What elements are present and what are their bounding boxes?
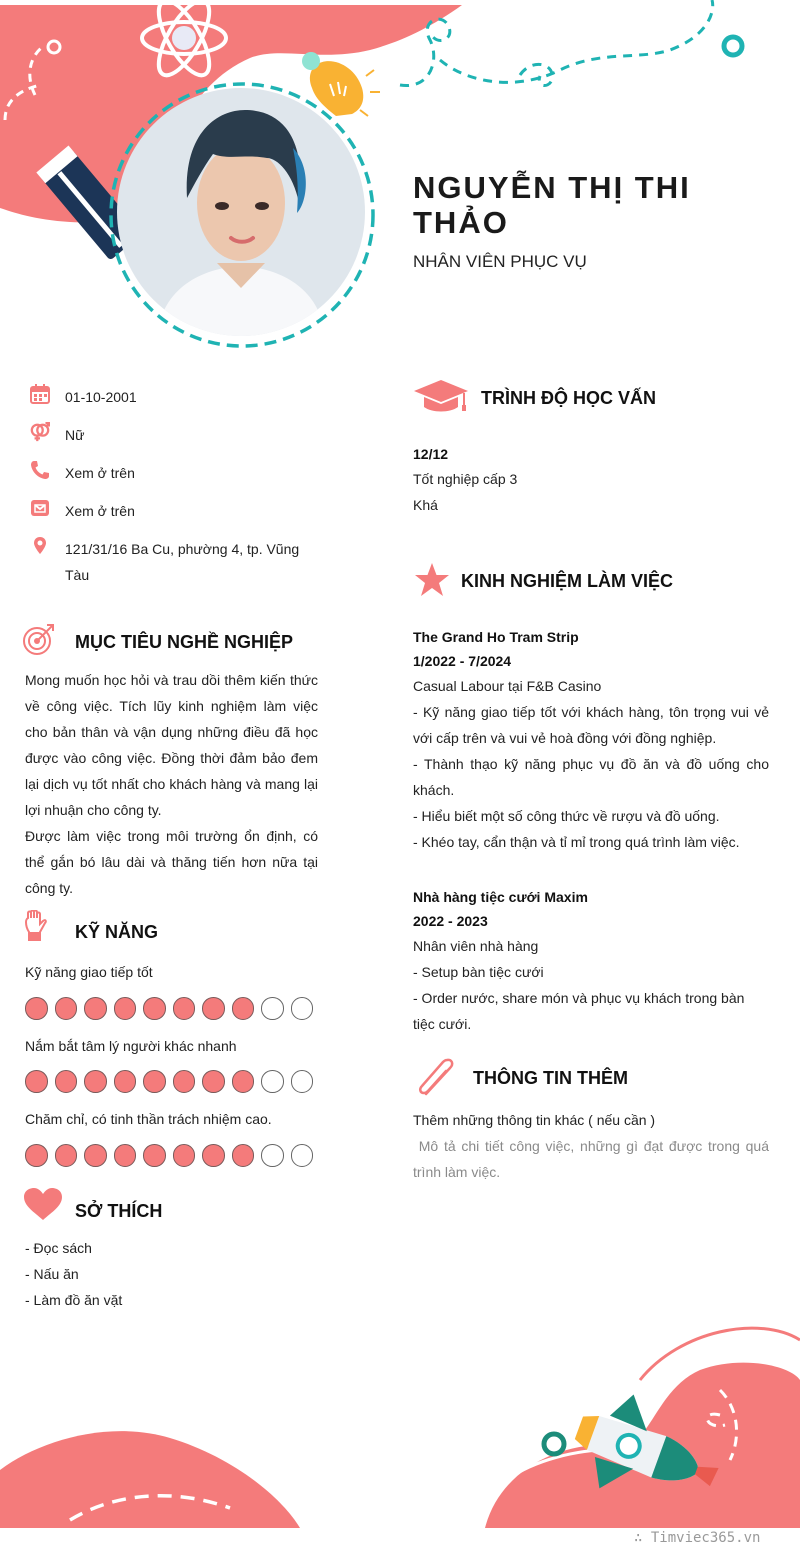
rating-dot-filled <box>143 997 166 1020</box>
location-pin-icon <box>30 536 50 556</box>
teal-ring <box>724 37 742 55</box>
rating-dot-empty <box>291 1144 314 1167</box>
coral-blob-bottom-left <box>0 1431 300 1528</box>
rating-dot-filled <box>232 997 255 1020</box>
additional-line-2: Mô tả chi tiết công việc, những gì đạt được trong quá trình làm việc. <box>413 1138 773 1180</box>
rating-dot-filled <box>173 1144 196 1167</box>
job-duty: - Khéo tay, cẩn thận và tỉ mỉ trong quá trình làm việc. <box>413 834 740 850</box>
education-grade: 12/12 <box>413 446 449 462</box>
experience-title: KINH NGHIỆM LÀM VIỆC <box>461 571 674 591</box>
heart-icon <box>24 1188 62 1220</box>
rating-dot-empty <box>291 997 314 1020</box>
rating-dot-filled <box>232 1070 255 1093</box>
graduation-cap-icon <box>414 380 470 414</box>
profile-photo <box>117 88 365 336</box>
rating-dot-filled <box>25 1070 48 1093</box>
job-period: 2022 - 2023 <box>413 913 488 929</box>
skill-rating <box>25 1070 325 1094</box>
coral-blob-top-right <box>470 5 598 81</box>
skills-title: KỸ NĂNG <box>75 922 159 942</box>
footer-decoration <box>0 1320 800 1554</box>
email-row <box>30 498 320 526</box>
rating-dot-filled <box>202 1144 225 1167</box>
hobbies-title: SỞ THÍCH <box>75 1201 163 1221</box>
objective-title: MỤC TIÊU NGHỀ NGHIỆP <box>75 632 294 652</box>
rating-dot-empty <box>291 1070 314 1093</box>
job-duty: - Kỹ năng giao tiếp tốt với khách hàng, tôn trọng vui vẻ với cấp trên và vui vẻ hoà đồng với đồng nghiệp. <box>413 704 769 746</box>
additional-title: THÔNG TIN THÊM <box>473 1068 628 1088</box>
rating-dot-filled <box>25 997 48 1020</box>
phone-icon <box>30 460 50 480</box>
gender-row <box>30 422 320 450</box>
objective-paragraph-1: Mong muốn học hỏi và trau dồi thêm kiến thức về công việc. Tích lũy kinh nghiệm làm việc cho bản thân và vận dụng những điều đã học được vào công việc. Đồng thời đảm bảo đem lại dịch vụ tốt nhất cho khách hàng và mang lại lợi nhuận cho công ty. <box>25 672 318 818</box>
skill-rating <box>25 1144 325 1168</box>
rating-dot-empty <box>261 1144 284 1167</box>
additional-line-1: Thêm những thông tin khác ( nếu cần ) <box>413 1112 656 1128</box>
rating-dot-empty <box>261 1070 284 1093</box>
hobby-item: - Làm đồ ăn vặt <box>25 1292 123 1308</box>
fist-icon <box>24 910 48 942</box>
candidate-name: NGUYỄN THỊ THI THẢO <box>413 170 691 240</box>
calendar-icon <box>30 384 50 404</box>
rating-dot-filled <box>84 1144 107 1167</box>
avatar <box>117 88 365 336</box>
phone-row <box>30 460 320 488</box>
objective-paragraph-2: Được làm việc trong môi trường ổn định, có thể gắn bó lâu dài và thăng tiến hơn nữa tại công ty. <box>25 828 318 896</box>
education-detail: Tốt nghiệp cấp 3 <box>413 471 518 487</box>
gender-text: Nữ <box>65 427 85 443</box>
education-title: TRÌNH ĐỘ HỌC VẤN <box>481 388 656 408</box>
rating-dot-filled <box>114 997 137 1020</box>
rating-dot-filled <box>114 1070 137 1093</box>
skill-label: Kỹ năng giao tiếp tốt <box>25 964 153 980</box>
star-icon <box>414 563 450 597</box>
job-role: Nhân viên nhà hàng <box>413 938 539 954</box>
watermark: ∴ Timviec365.vn <box>634 1530 761 1546</box>
job-role: Casual Labour tại F&B Casino <box>413 678 602 694</box>
address-row <box>30 536 320 592</box>
email-icon <box>30 498 50 518</box>
rating-dot-filled <box>25 1144 48 1167</box>
job-duty: - Setup bàn tiệc cưới <box>413 964 544 980</box>
phone-text: Xem ở trên <box>65 465 135 481</box>
rating-dot-filled <box>84 1070 107 1093</box>
rating-dot-filled <box>114 1144 137 1167</box>
skill-label: Chăm chỉ, có tinh thần trách nhiệm cao. <box>25 1111 272 1127</box>
rating-dot-filled <box>55 997 78 1020</box>
job-period: 1/2022 - 7/2024 <box>413 653 512 669</box>
skill-label: Nắm bắt tâm lý người khác nhanh <box>25 1038 237 1054</box>
rating-dot-empty <box>261 997 284 1020</box>
rating-dot-filled <box>173 997 196 1020</box>
birthdate-text: 01-10-2001 <box>65 389 137 405</box>
job-company: Nhà hàng tiệc cưới Maxim <box>413 889 588 905</box>
address-text: 121/31/16 Ba Cu, phường 4, tp. Vũng Tàu <box>65 541 300 583</box>
rating-dot-filled <box>202 997 225 1020</box>
birthdate-row <box>30 384 320 412</box>
target-icon <box>22 622 56 656</box>
hobby-item: - Nấu ăn <box>25 1266 79 1282</box>
rating-dot-filled <box>173 1070 196 1093</box>
rating-dot-filled <box>202 1070 225 1093</box>
job-title: NHÂN VIÊN PHỤC VỤ <box>413 252 587 271</box>
hobby-item: - Đọc sách <box>25 1240 92 1256</box>
job-duty: - Hiểu biết một số công thức về rượu và đồ uống. <box>413 808 720 824</box>
job-duty: - Thành thạo kỹ năng phục vụ đồ ăn và đồ uống cho khách. <box>413 756 769 798</box>
email-text: Xem ở trên <box>65 503 135 519</box>
skill-rating <box>25 997 325 1021</box>
rating-dot-filled <box>55 1070 78 1093</box>
gender-icon <box>30 422 50 442</box>
rating-dot-filled <box>143 1070 166 1093</box>
job-duty: - Order nước, share món và phục vụ khách trong bàn tiệc cưới. <box>413 990 745 1032</box>
paperclip-icon <box>416 1057 458 1097</box>
rating-dot-filled <box>55 1144 78 1167</box>
rating-dot-filled <box>84 997 107 1020</box>
rating-dot-filled <box>143 1144 166 1167</box>
job-company: The Grand Ho Tram Strip <box>413 629 579 645</box>
rating-dot-filled <box>232 1144 255 1167</box>
education-rank: Khá <box>413 497 438 513</box>
